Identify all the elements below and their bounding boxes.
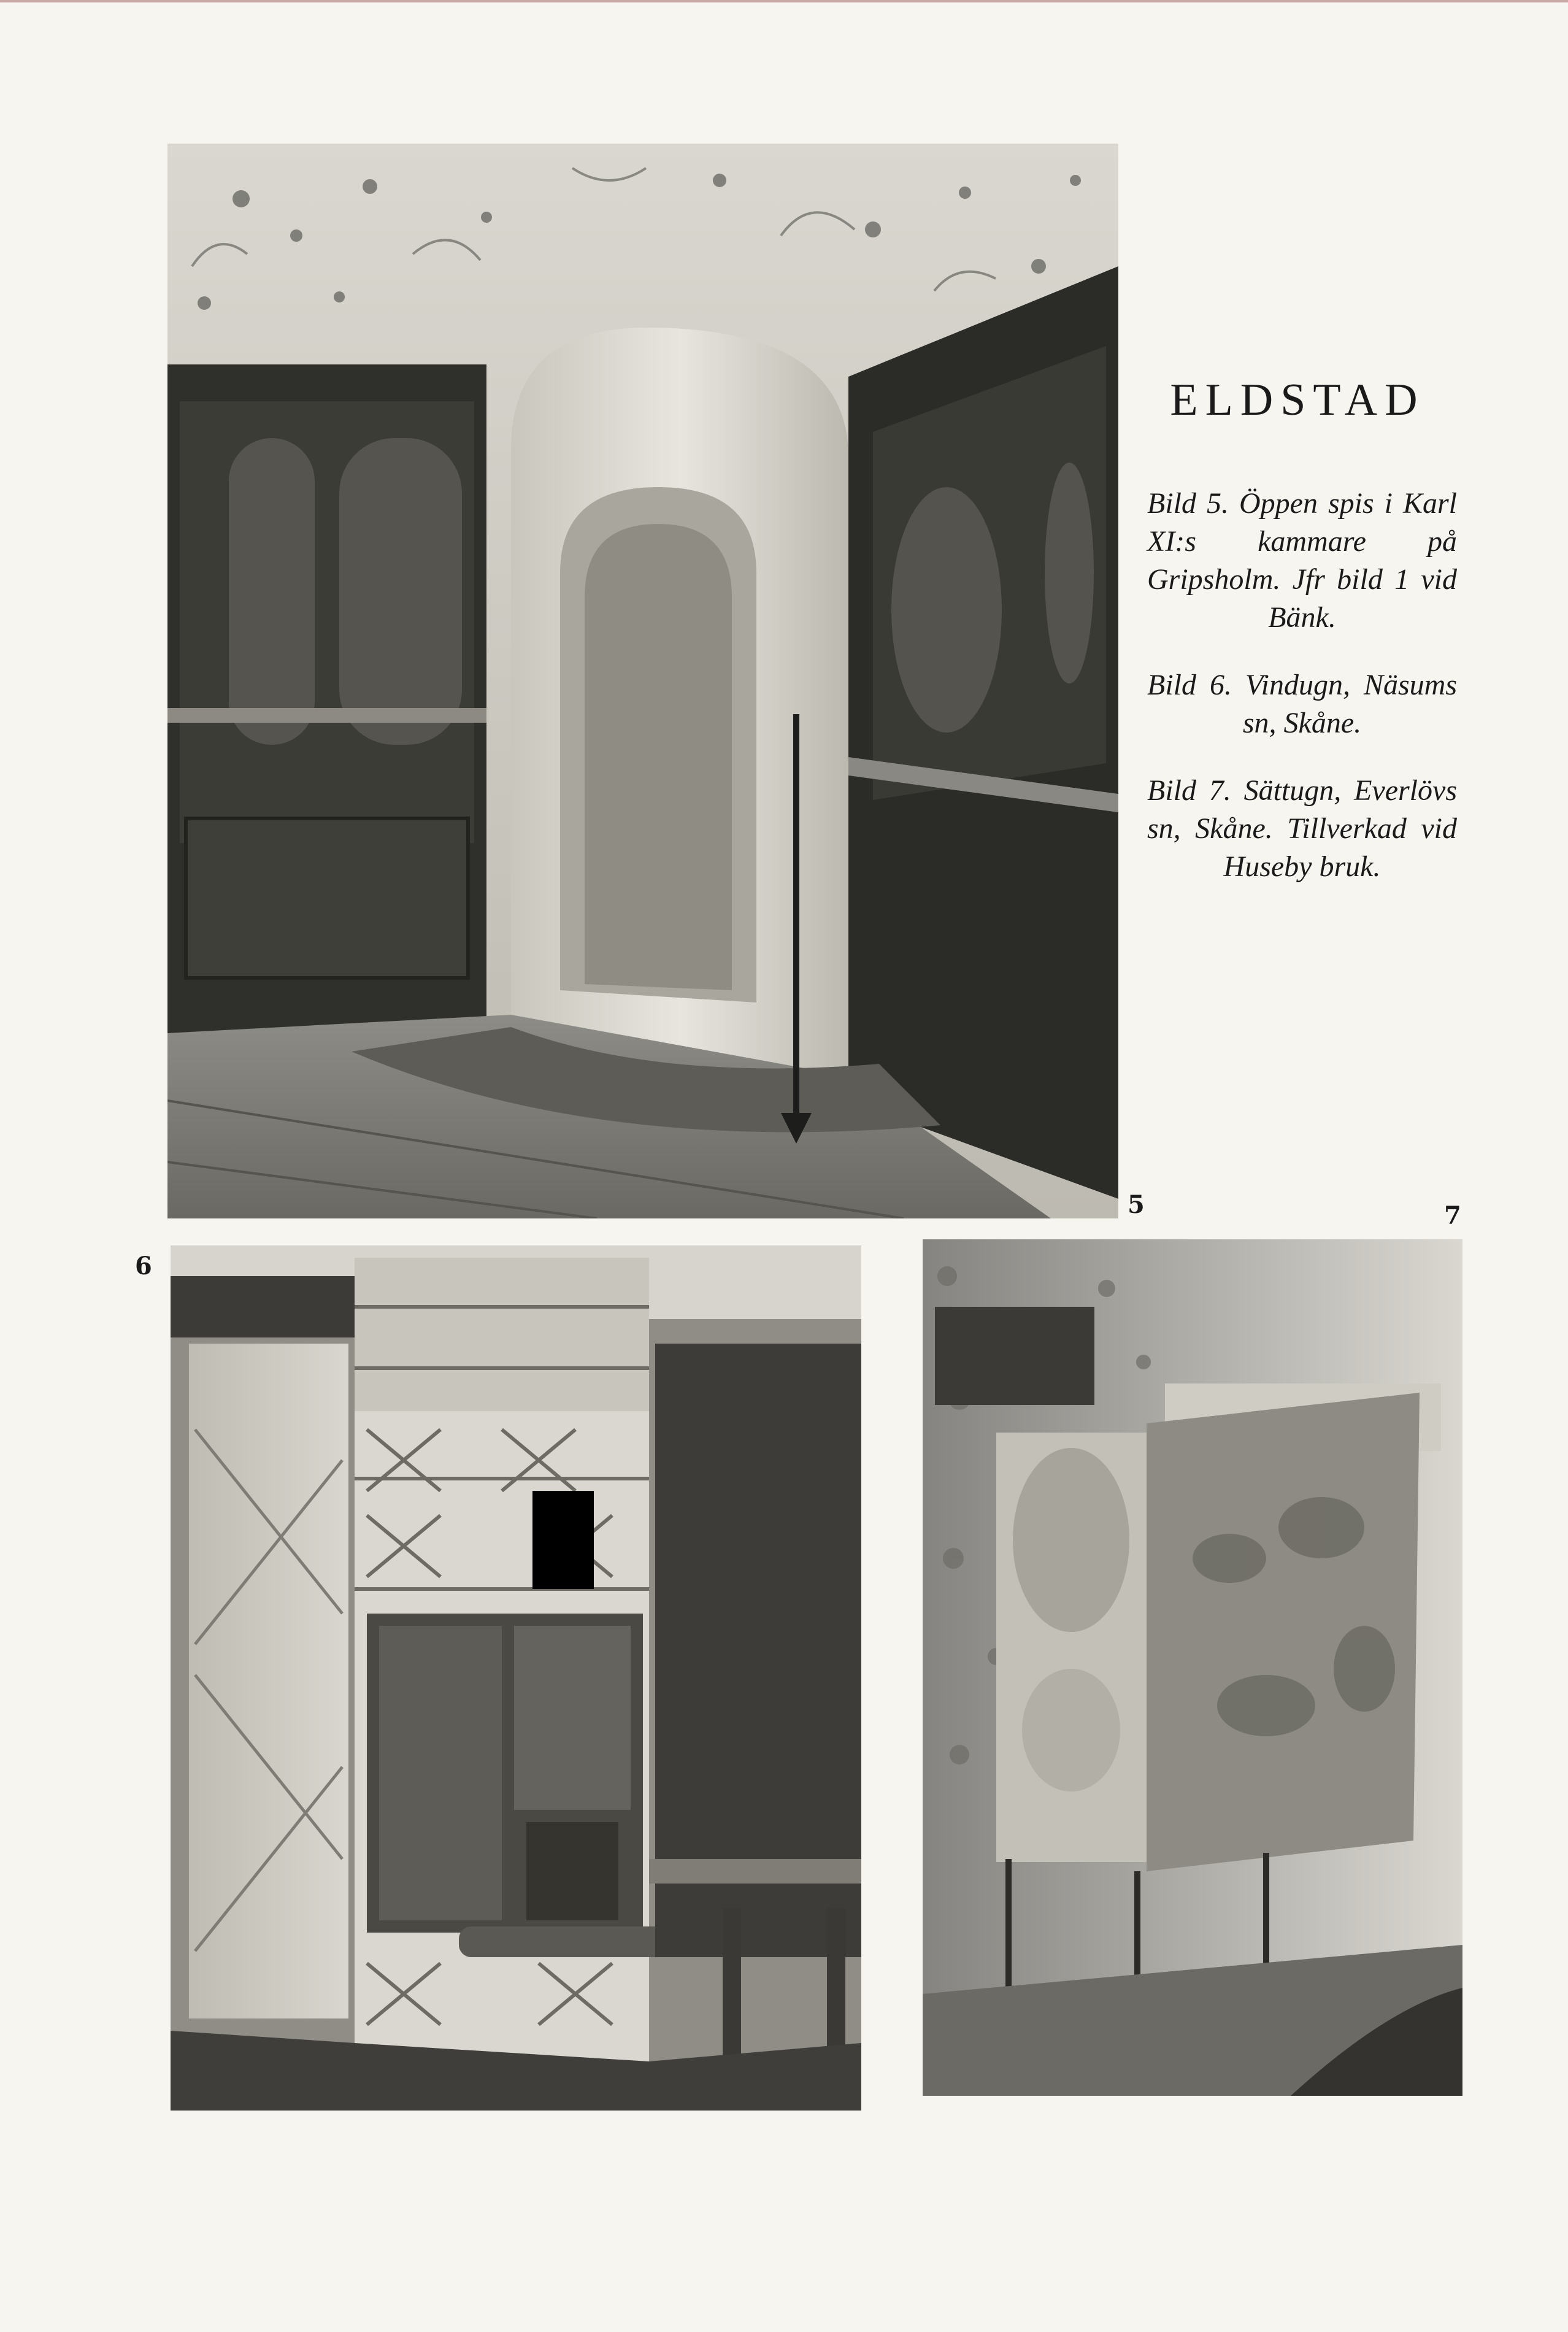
caption-bild-7: Bild 7. Sättugn, Everlövs sn, Skåne. Tillverkad vid Huseby bruk. xyxy=(1147,774,1457,883)
figure-number-6: 6 xyxy=(135,1252,152,1280)
section-heading: ELDSTAD xyxy=(1170,375,1425,425)
caption-column xyxy=(1147,485,1457,915)
figure-number-5: 5 xyxy=(1128,1190,1145,1219)
figure-number-7: 7 xyxy=(1444,1201,1461,1230)
photo-fireplace-gripsholm xyxy=(167,144,1118,1218)
page-top-edge xyxy=(0,0,1568,2)
caption-bild-6: Bild 6. Vindugn, Näsums sn, Skåne. xyxy=(1147,669,1457,739)
photo-tower-stove-nasum xyxy=(171,1245,861,2111)
caption-bild-5: Bild 5. Öppen spis i Karl XI:s kammare på Gripsholm. Jfr bild 1 vid Bänk. xyxy=(1147,487,1457,634)
photo-box-stove-everlov xyxy=(923,1239,1462,2096)
